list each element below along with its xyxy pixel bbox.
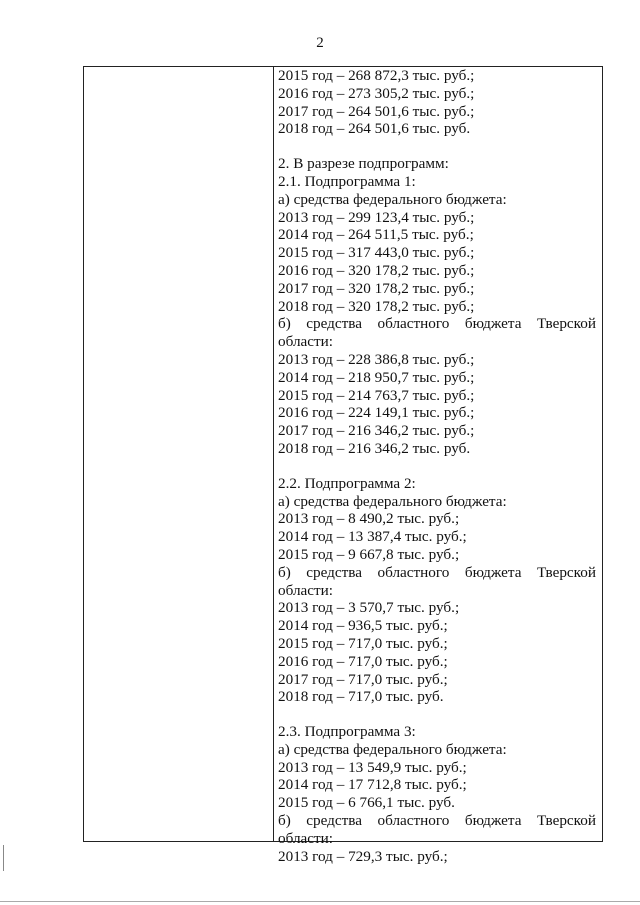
text-line: 2013 год – 3 570,7 тыс. руб.; — [278, 599, 460, 617]
text-line: б) средства областного бюджета Тверской — [278, 812, 596, 830]
text-line: 2016 год – 273 305,2 тыс. руб.; — [278, 84, 475, 102]
text-line: 2014 год – 17 712,8 тыс. руб.; — [278, 776, 467, 794]
text-line: 2016 год – 320 178,2 тыс. руб.; — [278, 261, 475, 279]
section-heading: 2. В разрезе подпрограмм: — [278, 155, 449, 173]
text-line: 2014 год – 218 950,7 тыс. руб.; — [278, 368, 475, 386]
text-line: 2015 год – 268 872,3 тыс. руб.; — [278, 67, 475, 84]
text-line: 2015 год – 6 766,1 тыс. руб. — [278, 794, 455, 812]
text-line: 2013 год – 299 123,4 тыс. руб.; — [278, 208, 475, 226]
subprogram-heading: 2.2. Подпрограмма 2: — [278, 474, 416, 492]
text-line: а) средства федерального бюджета: — [278, 190, 507, 208]
text-line: а) средства федерального бюджета: — [278, 492, 507, 510]
text-line: 2018 год – 264 501,6 тыс. руб. — [278, 120, 471, 138]
text-line: 2016 год – 717,0 тыс. руб.; — [278, 652, 448, 670]
text-line: 2018 год – 320 178,2 тыс. руб.; — [278, 297, 475, 315]
subprogram-heading: 2.3. Подпрограмма 3: — [278, 723, 416, 741]
text-line: 2017 год – 264 501,6 тыс. руб.; — [278, 102, 475, 120]
funding-table — [83, 66, 603, 865]
text-line: области: — [278, 829, 333, 847]
text-line: 2014 год – 264 511,5 тыс. руб.; — [278, 226, 474, 244]
text-line: 2013 год – 228 386,8 тыс. руб.; — [278, 350, 475, 368]
text-line: 2016 год – 224 149,1 тыс. руб.; — [278, 404, 475, 422]
page-number: 2 — [316, 35, 324, 51]
text-line: б) средства областного бюджета Тверской — [278, 563, 596, 581]
text-line: б) средства областного бюджета Тверской — [278, 315, 596, 333]
text-line: 2015 год – 214 763,7 тыс. руб.; — [278, 386, 475, 404]
scan-edge-mark — [3, 845, 4, 871]
paragraph-gap — [278, 458, 596, 475]
paragraph-gap — [278, 138, 596, 155]
text-line: 2018 год – 717,0 тыс. руб. — [278, 688, 444, 706]
paragraph-gap — [278, 706, 596, 723]
subprogram-heading: 2.1. Подпрограмма 1: — [278, 172, 416, 190]
text-line: 2015 год – 717,0 тыс. руб.; — [278, 634, 448, 652]
table-right-column — [274, 67, 602, 865]
text-line: области: — [278, 581, 333, 599]
text-line: 2015 год – 9 667,8 тыс. руб.; — [278, 545, 460, 563]
text-line: 2013 год – 13 549,9 тыс. руб.; — [278, 758, 467, 776]
text-line: 2014 год – 936,5 тыс. руб.; — [278, 617, 448, 635]
text-line: 2017 год – 320 178,2 тыс. руб.; — [278, 279, 475, 297]
table-left-column — [84, 67, 274, 841]
text-line: 2017 год – 717,0 тыс. руб.; — [278, 670, 448, 688]
text-line: 2013 год – 8 490,2 тыс. руб.; — [278, 510, 460, 528]
text-line: области: — [278, 333, 333, 351]
text-line: 2014 год – 13 387,4 тыс. руб.; — [278, 528, 467, 546]
text-line: 2017 год – 216 346,2 тыс. руб.; — [278, 422, 475, 440]
text-line: 2018 год – 216 346,2 тыс. руб. — [278, 439, 471, 457]
scan-bottom-edge — [0, 901, 640, 902]
text-line: 2013 год – 729,3 тыс. руб.; — [278, 847, 448, 865]
text-line: 2015 год – 317 443,0 тыс. руб.; — [278, 244, 475, 262]
text-line: а) средства федерального бюджета: — [278, 740, 507, 758]
